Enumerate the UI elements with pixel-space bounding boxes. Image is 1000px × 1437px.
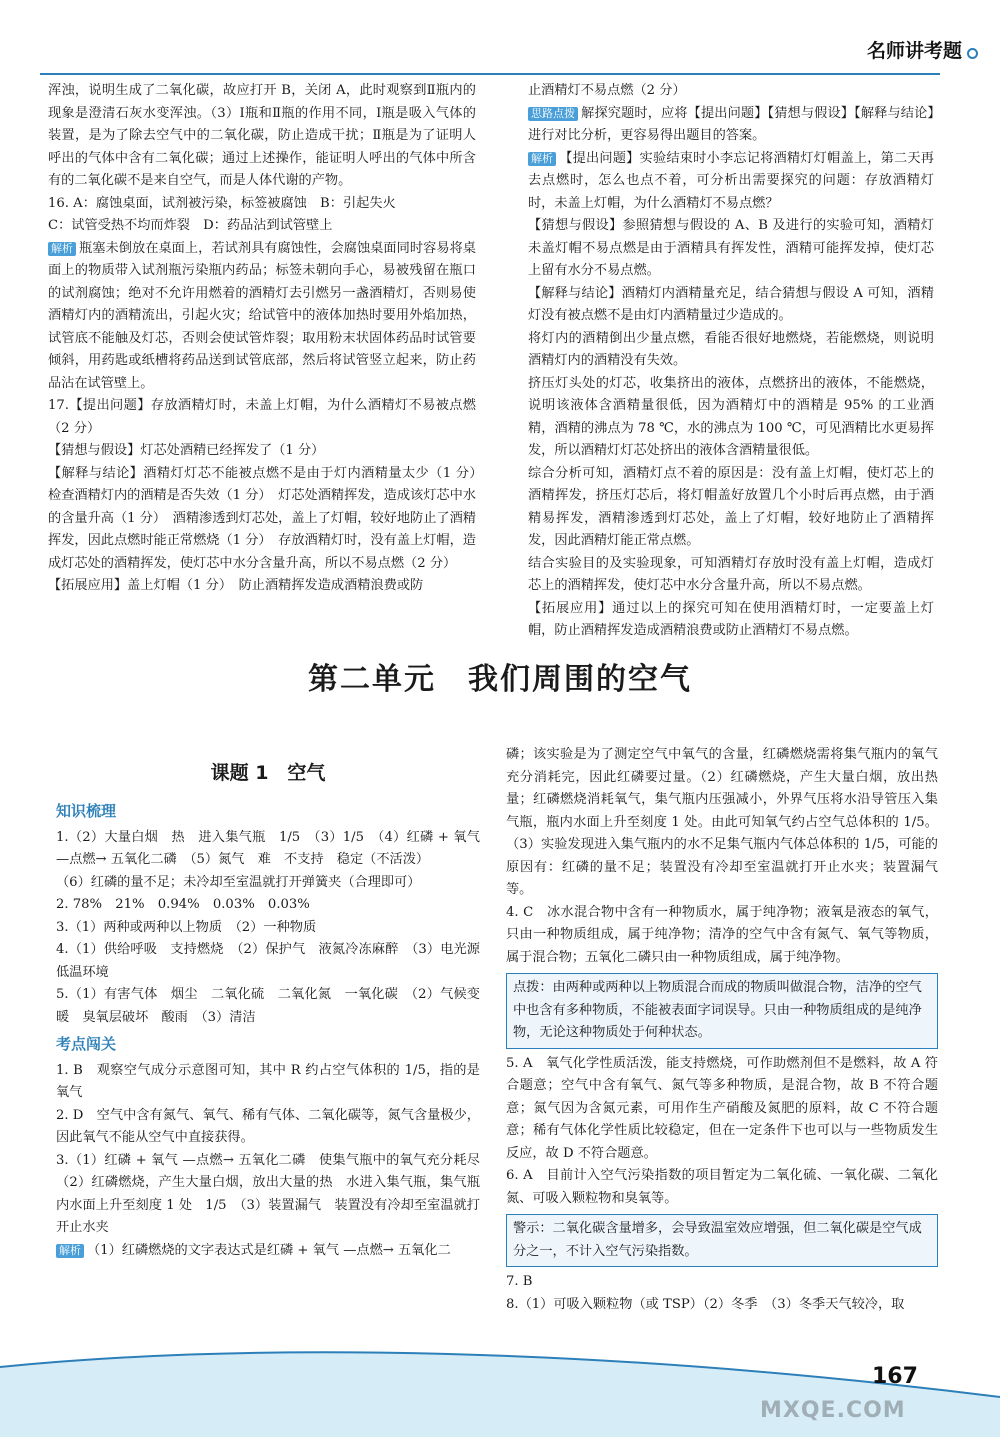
- list-item: 3.（1）红磷 + 氧气 —点燃→ 五氧化二磷 使集气瓶中的氧气充分耗尽 （2）红磷燃烧，产生大量白烟，放出大量的热 水进入集气瓶，集气瓶内水面上升至刻度 1 处 1/5 （3）装置漏气 装置没有冷却至室温就打开止水夹: [56, 1152, 494, 1235]
- paragraph: 【拓展应用】通过以上的探究可知在使用酒精灯时，一定要盖上灯帽，防止酒精挥发造成酒精浪费或防止酒精灯不易点燃。: [528, 600, 934, 638]
- list-item: 2. D 空气中含有氮气、氧气、稀有气体、二氧化碳等，氮气含量极少，因此氧气不能从空气中直接获得。: [56, 1107, 480, 1145]
- paragraph: 综合分析可知，酒精灯点不着的原因是：没有盖上灯帽，使灯芯上的酒精挥发，挤压灯芯后，将灯帽盖好放置几个小时后再点燃，由于酒精易挥发，酒精渗透到灯芯处，盖上了灯帽，较好地防止了酒精挥发，因此酒精灯能正常点燃。: [528, 465, 934, 548]
- analysis-tag: 解析: [48, 242, 76, 256]
- paragraph: 【解释与结论】酒精灯内酒精量充足，结合猜想与假设 A 可知，酒精灯没有被点燃不是由灯内酒精量过少造成的。: [528, 285, 934, 323]
- analysis-tag: 解析: [528, 152, 556, 166]
- section-heading: 考点闯关: [56, 1035, 117, 1053]
- answer-16-cd: C：试管受热不均而炸裂 D：药品沾到试管壁上: [48, 218, 333, 233]
- section-heading: 知识梳理: [56, 802, 117, 820]
- answer-6: 6. A 目前计入空气污染指数的项目暂定为二氧化硫、一氧化碳、二氧化氮、可吸入颗粒物和臭氧等。: [506, 1168, 938, 1206]
- hint-box: 点拨：由两种或两种以上物质混合而成的物质叫做混合物，洁净的空气中也含有多种物质，不能被表面字词误导。只由一种物质组成的是纯净物，无论这种物质处于何种状态。: [506, 973, 938, 1049]
- paragraph: 结合实验目的及实验现象，可知酒精灯存放时没有盖上灯帽，造成灯芯上的酒精挥发，使灯芯中水分含量升高，所以不易点燃。: [528, 555, 934, 593]
- paragraph: 浑浊，说明生成了二氧化碳，故应打开 B，关闭 A，此时观察到Ⅱ瓶内的现象是澄清石灰水变浑浊。（3）Ⅰ瓶和Ⅱ瓶的作用不同，Ⅰ瓶是吸入气体的装置，是为了除去空气中的二氧化碳，防止造成干扰；Ⅱ瓶是为了证明人呼出的气体中含有二氧化碳；通过上述操作，能证明人呼出的气体中所含有的二氧化碳不是来自空气，而是人体代谢的产物。: [48, 83, 476, 188]
- unit-title: 第二单元 我们周围的空气: [308, 662, 692, 697]
- list-item: 5.（1）有害气体 烟尘 二氧化硫 二氧化氮 一氧化碳 （2）气候变暖 臭氧层破坏 酸雨 （3）清洁: [56, 987, 480, 1025]
- lesson-title: 课题 1 空气: [210, 762, 326, 784]
- tip-paragraph: [528, 103, 934, 148]
- bottom-left-column: [56, 760, 494, 1360]
- answer-16: 16. A：腐蚀桌面，试剂被污染，标签被腐蚀 B：引起失火: [48, 195, 396, 211]
- running-header-brand: 名师讲考题: [866, 40, 962, 62]
- circle-icon: [967, 48, 978, 59]
- watermark: MXQE.COM: [760, 1398, 906, 1423]
- page-number: 167: [872, 1364, 918, 1389]
- paragraph: 将灯内的酒精倒出少量点燃，看能否很好地燃烧，若能燃烧，则说明酒精灯内的酒精没有失效。: [528, 330, 934, 368]
- answer-7: 7. B: [506, 1274, 533, 1289]
- analysis-tag: 解析: [56, 1244, 84, 1258]
- answer-17-hypothesis: 【猜想与假设】灯芯处酒精已经挥发了（1 分）: [48, 443, 325, 458]
- analysis-17: [528, 148, 934, 216]
- analysis-text: 【提出问题】实验结束时小李忘记将酒精灯灯帽盖上，第二天再去点燃时，怎么也点不着，可分析出需要探究的问题：存放酒精灯时，未盖上灯帽，为什么酒精灯不易点燃？: [528, 150, 934, 211]
- list-item: （6）红磷的量不足；未冷却至室温就打开弹簧夹（合理即可）: [56, 874, 421, 890]
- header-rule: [40, 73, 940, 75]
- paragraph: 磷；该实验是为了测定空气中氧气的含量，红磷燃烧需将集气瓶内的氧气充分消耗完，因此红磷要过量。（2）红磷燃烧，产生大量白烟，放出热量；红磷燃烧消耗氧气，集气瓶内压强减小，外界气压将水沿导管压入集气瓶，瓶内水面上升至刻度 1 处。由此可知氧气约占空气总体积的 1/5。（3）实验发现进入集气瓶内的水不足集气瓶内气体总体积的 1/5，可能的原因有：红磷的量不足；装置没有冷却至室温就打开止水夹；装置漏气等。: [506, 747, 938, 897]
- answer-17-conclusion: 【解释与结论】酒精灯灯芯不能被点燃不是由于灯内酒精量太少（1 分） 检查酒精灯内的酒精是否失效（1 分） 灯芯处酒精挥发，造成该灯芯中水的含量升高（1 分） 酒精渗透到灯芯处，盖上了灯帽，较好地防止了酒精挥发，因此点燃时能正常燃烧（1 分） 存放酒精灯时，没有盖上灯帽，造成灯芯处的酒精挥发，使灯芯中水分含量升高，所以不易点燃（2 分）: [48, 465, 490, 571]
- list-item: 1.（2）大量白烟 热 进入集气瓶 1/5 （3）1/5 （4）红磷 + 氧气 —点燃→ 五氧化二磷 （5）氮气 难 不支持 稳定（不活泼）: [56, 829, 480, 867]
- answer-5: 5. A 氧气化学性质活泼，能支持燃烧，可作助燃剂但不是燃料，故 A 符合题意；空气中含有氧气、氮气等多种物质，是混合物，故 B 不符合题意；氮气因为含氮元素，可用作生产硝酸及氮肥的原料，故 C 不符合题意；稀有气体化学性质比较稳定，但在一定条件下也可以与一些物质发生反应，故 D 不符合题意。: [506, 1055, 938, 1161]
- top-right-column: [528, 80, 934, 640]
- analysis-16: [48, 238, 476, 396]
- tip-tag: 思路点拨: [528, 107, 578, 121]
- top-left-column: [48, 80, 490, 640]
- paragraph: 挤压灯头处的灯芯，收集挤出的液体，点燃挤出的液体，不能燃烧，说明该液体含酒精量很低，因为酒精灯中的酒精是 95% 的工业酒精，酒精的沸点为 78 ℃，水的沸点为 100 ℃，可见酒精比水更易挥发，所以酒精灯灯芯处挤出的液体含酒精量很低。: [528, 375, 934, 458]
- paragraph: 【猜想与假设】参照猜想与假设的 A、B 及进行的实验可知，酒精灯未盖灯帽不易点燃是由于酒精具有挥发性，酒精可能挥发掉，使灯芯上留有水分不易点燃。: [528, 218, 934, 278]
- paragraph: 止酒精灯不易点燃（2 分）: [528, 83, 686, 98]
- list-item: 4.（1）供给呼吸 支持燃烧 （2）保护气 液氮冷冻麻醉 （3）电光源 低温环境: [56, 942, 494, 980]
- list-item: 1. B 观察空气成分示意图可知，其中 R 约占空气体积的 1/5，指的是氧气: [56, 1062, 480, 1100]
- bottom-right-column: [506, 744, 938, 1364]
- analysis-text: （1）红磷燃烧的文字表达式是红磷 + 氧气 —点燃→ 五氧化二: [87, 1242, 451, 1258]
- list-item: 2. 78% 21% 0.94% 0.03% 0.03%: [56, 897, 310, 912]
- tip-text: 解探究题时，应将【提出问题】【猜想与假设】【解释与结论】进行对比分析，更容易得出题目的答案。: [528, 105, 934, 143]
- list-item: 3.（1）两种或两种以上物质 （2）一种物质: [56, 919, 317, 935]
- answer-8: 8.（1）可吸入颗粒物（或 TSP）（2）冬季 （3）冬季天气较冷，取: [506, 1296, 905, 1312]
- answer-17-extension: 【拓展应用】盖上灯帽（1 分） 防止酒精挥发造成酒精浪费或防: [48, 578, 424, 593]
- analysis-text: 瓶塞未倒放在桌面上，若试剂具有腐蚀性，会腐蚀桌面同时容易将桌面上的物质带入试剂瓶污染瓶内药品；标签未朝向手心，易被残留在瓶口的试剂腐蚀；绝对不允许用燃着的酒精灯去引燃另一盏酒精灯，否则易使酒精灯内的酒精流出，引起火灾；给试管中的液体加热时要用外焰加热，试管底不能触及灯芯，否则会使试管炸裂；取用粉末状固体药品时试管要倾斜，用药匙或纸槽将药品送到试管底部，然后将试管竖立起来，防止药品沾在试管壁上。: [48, 240, 476, 391]
- answer-17: 17.【提出问题】存放酒精灯时，未盖上灯帽，为什么酒精灯不易被点燃（2 分）: [48, 398, 476, 436]
- warning-box: 警示：二氧化碳含量增多，会导致温室效应增强，但二氧化碳是空气成分之一，不计入空气污染指数。: [506, 1214, 938, 1267]
- answer-4: 4. C 冰水混合物中含有一种物质水，属于纯净物；液氧是液态的氧气，只由一种物质组成，属于纯净物；清净的空气中含有氮气、氧气等物质，属于混合物；五氧化二磷只由一种物质组成，属于纯净物。: [506, 904, 938, 965]
- analysis-3: [56, 1240, 480, 1263]
